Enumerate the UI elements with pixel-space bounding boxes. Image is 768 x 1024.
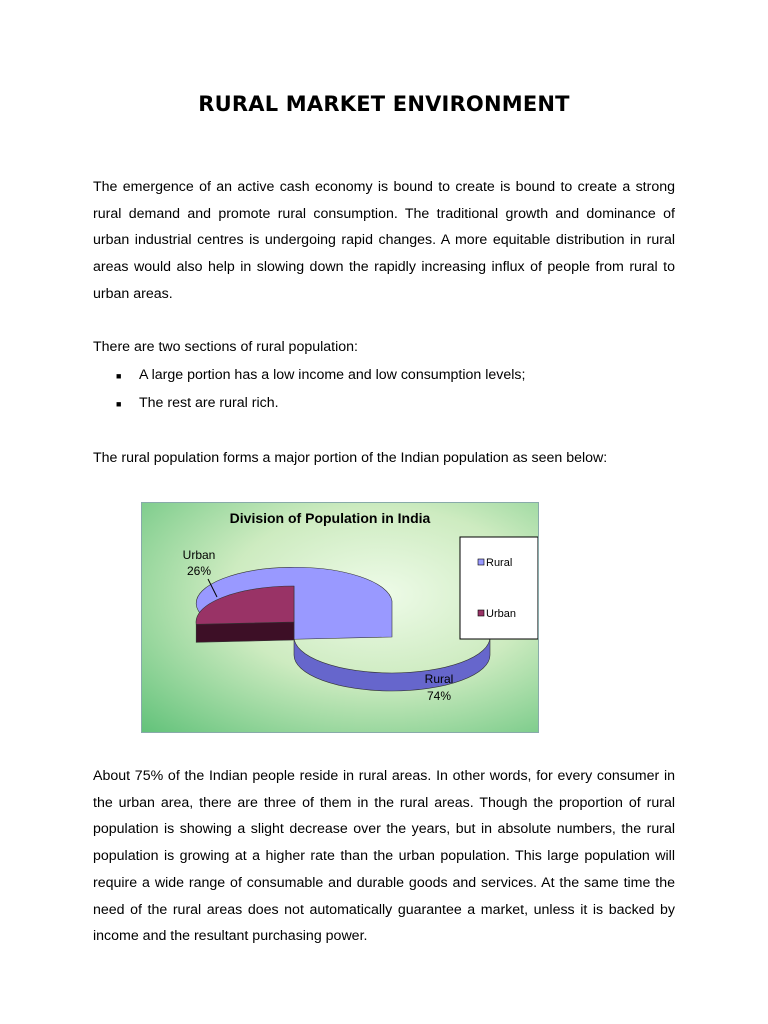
- bullet-marker: ■: [116, 399, 122, 409]
- chart-intro: The rural population forms a major portion of the Indian population as seen below:: [93, 450, 608, 466]
- data-label-urban-name: Urban: [182, 548, 216, 562]
- pie-slice-rural-side: [294, 637, 490, 691]
- chart-title: Division of Population in India: [229, 510, 431, 526]
- pie-slice-urban-face: [196, 622, 294, 642]
- legend-label-urban: Urban: [486, 608, 516, 620]
- sections-intro: There are two sections of rural population:: [93, 339, 358, 355]
- legend-label-rural: Rural: [486, 557, 513, 569]
- legend-swatch-rural: [478, 559, 484, 565]
- bullet-item-rural-rich: The rest are rural rich.: [139, 395, 279, 411]
- data-label-urban-value: 26%: [186, 564, 212, 578]
- page-title: RURAL MARKET ENVIRONMENT: [198, 92, 570, 116]
- data-label-rural-name: Rural: [424, 672, 454, 686]
- legend-swatch-urban: [478, 610, 484, 616]
- population-pie-chart: [141, 502, 539, 733]
- intro-paragraph: The emergence of an active cash economy is bound to create is bound to create a strong rural demand and promote rural consumption. The traditional growth and dominance of urban industrial centres is undergoing rapid changes. A more equitable distribution in rural areas would also help in slowing down the rapidly increasing influx of people from rural to urban areas.: [93, 179, 675, 302]
- chart-legend: [460, 537, 538, 639]
- conclusion-paragraph: About 75% of the Indian people reside in rural areas. In other words, for every consumer in the urban area, there are three of them in the rural areas. Though the proportion of rural population is showing a slight decrease over the years, but in absolute numbers, the rural population is growing at a higher rate than the urban population. This large population will require a wide range of consumable and durable goods and services. At the same time the need of the rural areas does not automatically guarantee a market, unless it is backed by income and the resultant purchasing power.: [93, 768, 675, 945]
- pie-chart-svg: [142, 503, 539, 733]
- bullet-marker: ■: [116, 371, 122, 381]
- data-label-rural-value: 74%: [426, 689, 452, 703]
- bullet-item-low-income: A large portion has a low income and low consumption levels;: [139, 367, 526, 383]
- legend-box: [460, 537, 538, 639]
